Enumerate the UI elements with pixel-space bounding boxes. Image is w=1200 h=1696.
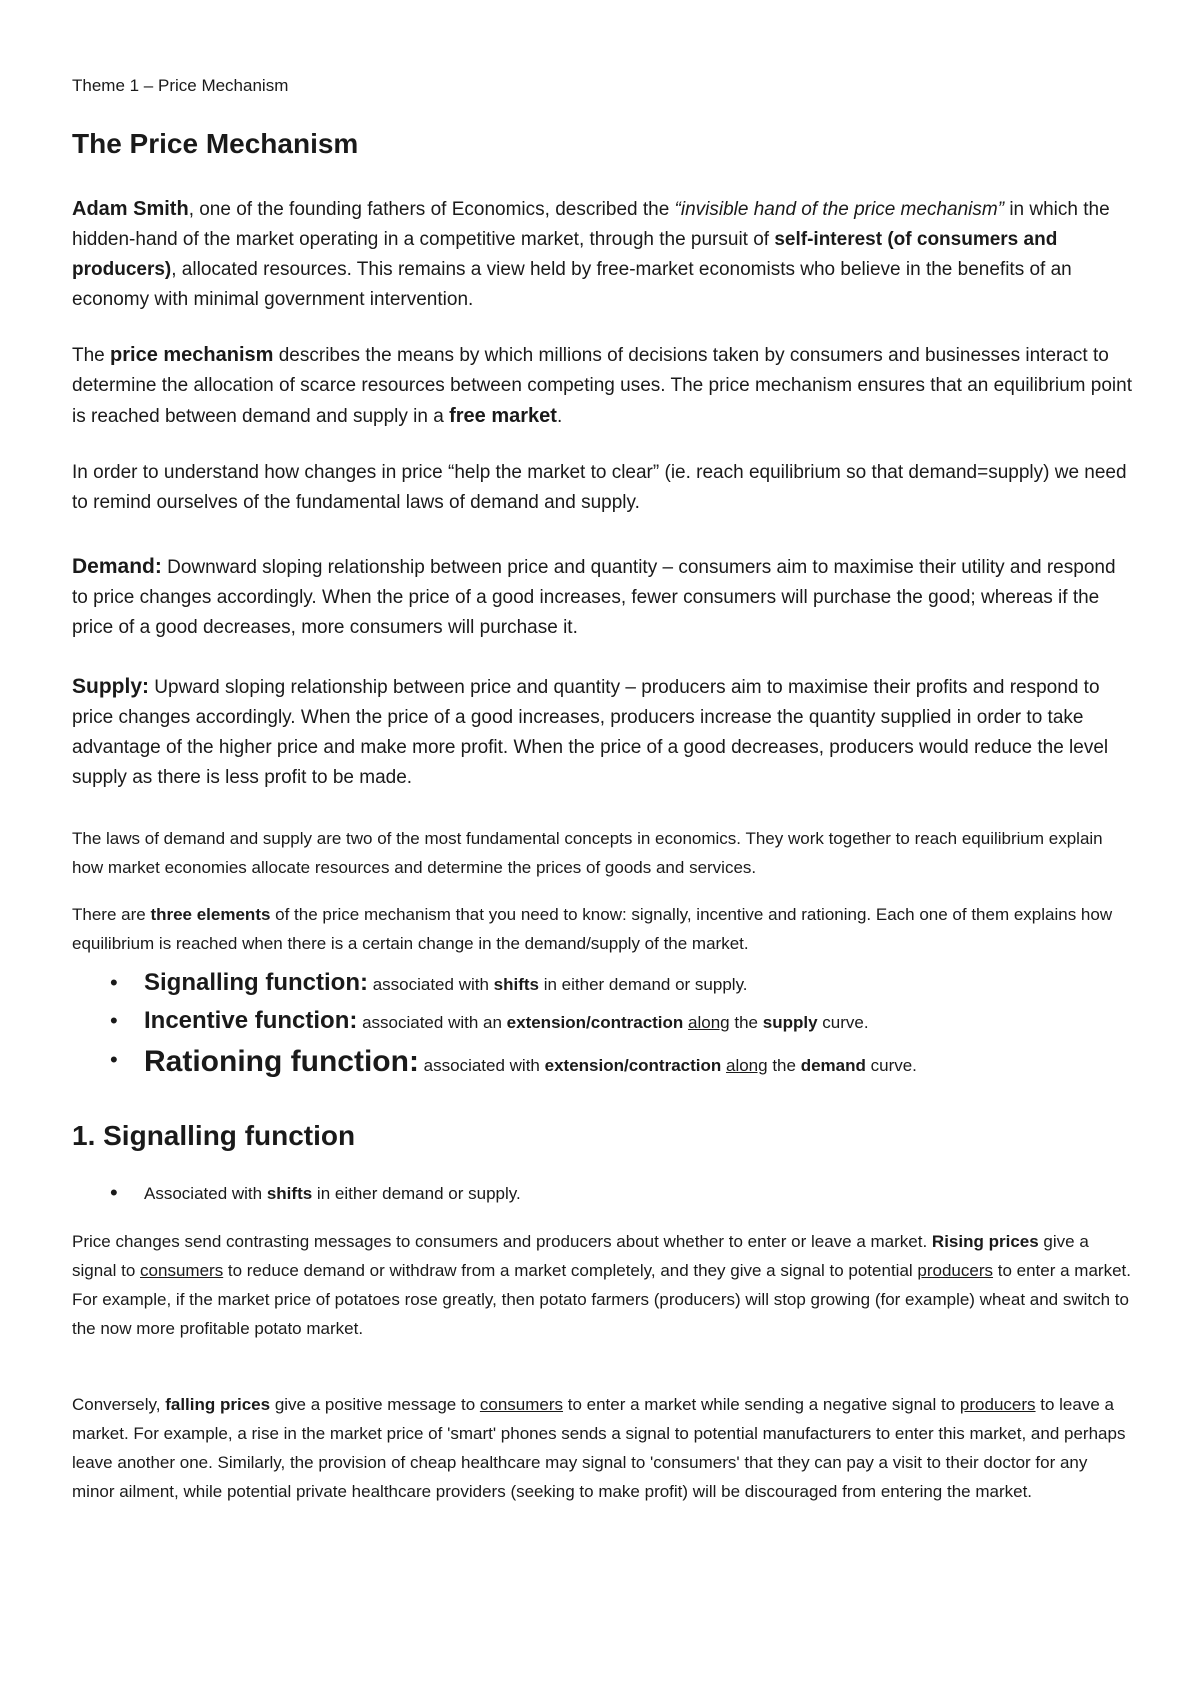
invisible-hand-quote: “invisible hand of the price mechanism” [674, 199, 1005, 220]
bullet-icon: • [110, 1180, 118, 1205]
self-interest-term: self-interest (of consumers and producers) [72, 229, 1058, 280]
page-title: The Price Mechanism [72, 128, 359, 159]
falling-prices-term: falling prices [165, 1395, 271, 1414]
document-page: Theme 1 – Price Mechanism The Price Mechanism Adam Smith, one of the founding fathers of Economics, described the “invisible hand of the price mechanism” in which the hidden-hand of the market operating in a competitive market, through the pursuit of self-interest (of consumers and producers), allocated resources. This remains a view held by free-market economists who believe in the benefits of an economy with minimal government intervention. The price mechanism describes the means by which millions of decisions taken by consumers and businesses interact to determine the allocation of scarce resources between competing uses. The price mechanism ensures that an equilibrium point is reached between demand and supply in a free market. In order to understand how changes in price “help the market to clear” (ie. reach equilibrium so that demand=supply) we need to remind ourselves of the fundamental laws of demand and supply. Demand: Downward sloping relationship between price and quantity – consumers aim to maximise their utility and respond to price changes accordingly. When the price of a good increases, fewer consumers will purchase the good; whereas if the price of a good decreases, more consumers will purchase it. Supply: Upward sloping relationship between price and quantity – producers aim to maximise their profits and respond to price changes accordingly. When the price of a good increases, producers increase the quantity supplied in order to take advantage of the higher price and make more profit. When the price of a good decreases, producers would reduce the level supply as there is less profit to be made. The laws of demand and supply are two of the most fundamental concepts in economics. They work together to reach equilibrium explain how market economies allocate resources and determine the prices of goods and services. There are three elements of the price mechanism that you need to know: signally, incentive and rationing. Each one of them explains how equilibrium is reached when there is a certain change in the demand/supply of the market. • Signalling function: associated with shifts in either demand or supply. • Incentive function: associated with an extension/contraction along the supply curve. • Rationing function: associated with extension/contraction along the demand curve. 1. Signalling function • Associated with shifts in either demand or supply. Price changes send contrasting messages to consumers and producers about whether to enter or leave a market. Rising prices give a signal to consumers to reduce demand or withdraw from a market completely, and they give a signal to potential producers to enter a market. For example, if the market price of potatoes rose greatly, then potato farmers (producers) will stop growing (for example) wheat and switch to the now more profitable potato market. Conversely, falling prices give a positive message to consumers to enter a market while sending a negative signal to producers to leave a market. For example, a rise in the market price of 'smart' phones sends a signal to potential manufacturers to enter this market, and perhaps leave another one. Similarly, the provision of cheap healthcare may signal to 'consumers' that they can pay a visit to their doctor for any minor ailment, while potential private healthcare providers (seeking to make profit) will be discouraged from entering the market. [0, 0, 1200, 1696]
demand-label: Demand: [72, 555, 162, 578]
section-heading-signalling: 1. Signalling function [72, 1120, 356, 1151]
bullet-icon: • [110, 1047, 118, 1072]
adam-smith-name: Adam Smith [72, 198, 189, 220]
supply-paragraph: Supply: Upward sloping relationship between price and quantity – producers aim to maximise their profits and respond to price changes accordingly. When the price of a good increases, producers increase the quantity supplied in order to take advantage of the higher price and make more profit. When the price of a good decreases, producers would reduce the level supply as there is less profit to be made. [72, 675, 1109, 788]
free-market-term: free market [449, 405, 557, 427]
bullet-icon: • [110, 970, 118, 995]
demand-paragraph: Demand: Downward sloping relationship between price and quantity – consumers aim to maximise their utility and respond to price changes accordingly. When the price of a good increases, fewer consumers will purchase the good; whereas if the price of a good decreases, more consumers will purchase it. [72, 555, 1116, 638]
rising-prices-term: Rising prices [931, 1232, 1039, 1251]
price-mechanism-paragraph: The price mechanism describes the means by which millions of decisions taken by consumers and businesses interact to determine the allocation of scarce resources between competing uses. The price mechanism ensures that an equilibrium point is reached between demand and supply in a free market. [72, 344, 1132, 427]
intro-paragraph: Adam Smith, one of the founding fathers of Economics, described the “invisible hand of the price mechanism” in which the hidden-hand of the market operating in a competitive market, through the pursuit of self-interest (of consumers and producers), allocated resources. This remains a view held by free-market economists who believe in the benefits of an economy with minimal government intervention. [72, 198, 1110, 310]
falling-prices-paragraph: Conversely, falling prices give a positive message to consumers to enter a market while sending a negative signal to producers to leave a market. For example, a rise in the market price of 'smart' phones sends a signal to potential manufacturers to enter this market, and perhaps leave another one. Similarly, the provision of cheap healthcare may signal to 'consumers' that they can pay a visit to their doctor for any minor ailment, while potential private healthcare providers (seeking to make profit) will be discouraged from entering the market. [72, 1395, 1126, 1501]
price-mechanism-term: price mechanism [110, 344, 274, 366]
supply-label: Supply: [72, 675, 149, 698]
laws-paragraph: The laws of demand and supply are two of the most fundamental concepts in economics. They work together to reach equilibrium explain how market economies allocate resources and determine the prices of goods and services. [72, 829, 1103, 877]
equilibrium-paragraph: In order to understand how changes in price “help the market to clear” (ie. reach equilibrium so that demand=supply) we need to remind ourselves of the fundamental laws of demand and supply. [72, 462, 1127, 513]
rising-prices-paragraph: Price changes send contrasting messages to consumers and producers about whether to enter or leave a market. Rising prices give a signal to consumers to reduce demand or withdraw from a market completely, and they give a signal to potential producers to enter a market. For example, if the market price of potatoes rose greatly, then potato farmers (producers) will stop growing (for example) wheat and switch to the now more profitable potato market. [72, 1232, 1131, 1338]
three-elements-paragraph: There are three elements of the price mechanism that you need to know: signally, incentive and rationing. Each one of them explains how equilibrium is reached when there is a certain change in the demand/supply of the market. [72, 905, 1113, 953]
list-item-signalling: • Signalling function: associated with shifts in either demand or supply. [110, 969, 748, 996]
three-elements-term: three elements [150, 905, 271, 924]
list-item-rationing: • Rationing function: associated with extension/contraction along the demand curve. [110, 1045, 917, 1078]
list-item-incentive: • Incentive function: associated with an extension/contraction along the supply curve. [110, 1007, 869, 1034]
page-header: Theme 1 – Price Mechanism [72, 76, 289, 95]
bullet-icon: • [110, 1008, 118, 1033]
